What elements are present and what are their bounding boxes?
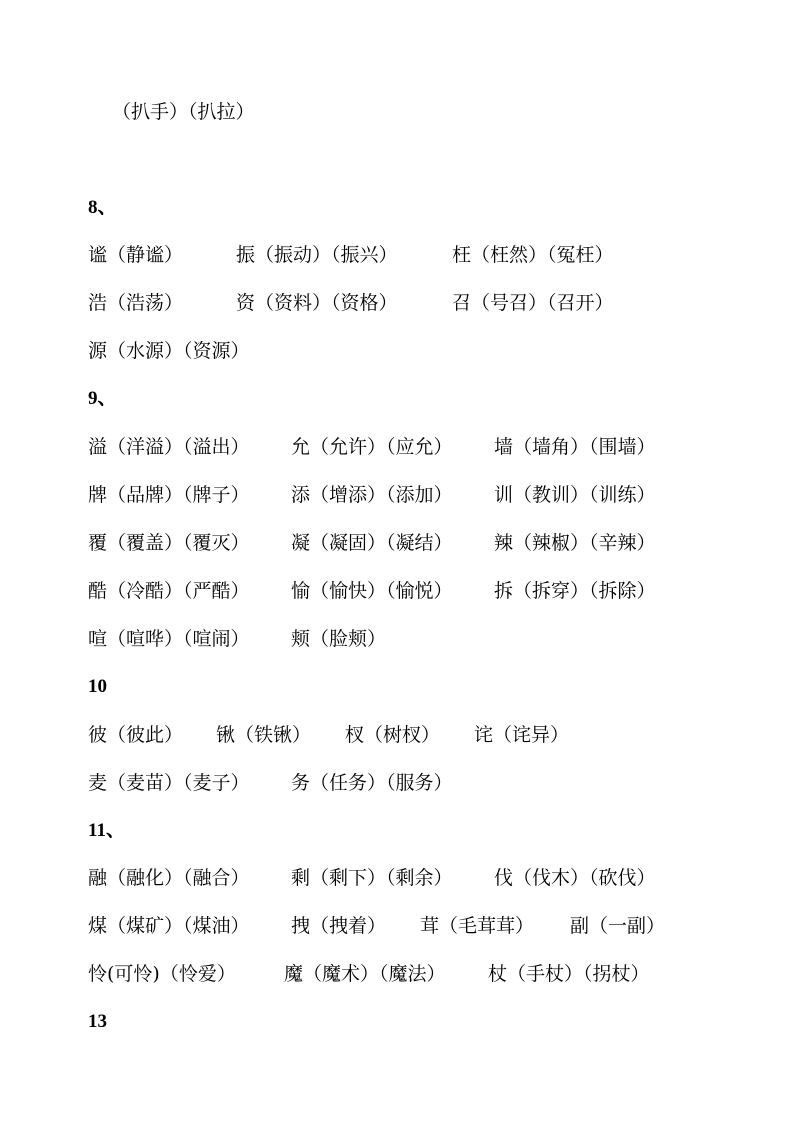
- word-entry: 训（教训）（训练）: [494, 484, 656, 506]
- section-heading: 9、: [88, 388, 117, 409]
- word-entry: 融（融化）（融合）: [88, 867, 250, 889]
- word-entry: 副（一副）: [570, 915, 666, 937]
- word-entry: 务（任务）（服务）: [291, 772, 453, 794]
- word-entry: 覆（覆盖）（覆灭）: [88, 532, 250, 554]
- word-entry: 怜(可怜)（怜爱）: [88, 963, 236, 985]
- word-entry: 拆（拆穿）（拆除）: [494, 580, 656, 602]
- word-entry: 杈（树杈）: [345, 724, 441, 746]
- section-heading: 10: [88, 676, 107, 697]
- word-entry: 麦（麦苗）（麦子）: [88, 772, 250, 794]
- word-entry: 魔（魔术）（魔法）: [284, 963, 446, 985]
- word-entry: 添（增添）（添加）: [291, 484, 453, 506]
- word-entry: 源（水源）（资源）: [88, 340, 250, 362]
- word-entry: 凝（凝固）（凝结）: [291, 532, 453, 554]
- word-entry: 拽（拽着）: [291, 915, 387, 937]
- word-entry: 辣（辣椒）（辛辣）: [494, 532, 656, 554]
- word-entry: 溢（洋溢）（溢出）: [88, 436, 250, 458]
- word-entry: 资（资料）（资格）: [236, 292, 398, 314]
- word-entry: 墙（墙角）（围墙）: [494, 436, 656, 458]
- word-entry: 允（允许）（应允）: [291, 436, 453, 458]
- word-entry: 锹（铁锹）: [216, 724, 312, 746]
- word-entry: 谧（静谧）: [88, 244, 184, 266]
- word-entry: 杖（手杖）（拐杖）: [488, 963, 650, 985]
- section-heading: 11、: [88, 820, 125, 841]
- word-entry: 酷（冷酷）（严酷）: [88, 580, 250, 602]
- word-entry: 伐（伐木）（砍伐）: [494, 867, 656, 889]
- word-entry: 牌（品牌）（牌子）: [88, 484, 250, 506]
- word-entry: 剩（剩下）（剩余）: [291, 867, 453, 889]
- word-entry: 彼（彼此）: [88, 724, 184, 746]
- word-entry: 煤（煤矿）（煤油）: [88, 915, 250, 937]
- word-entry: 枉（枉然）（冤枉）: [452, 244, 614, 266]
- section-heading: 13: [88, 1011, 107, 1032]
- word-entry: 喧（喧哗）（喧闹）: [88, 628, 250, 650]
- word-entry: 茸（毛茸茸）: [420, 915, 535, 937]
- word-entry: 诧（诧异）: [474, 724, 570, 746]
- word-entry: （扒手）（扒拉）: [112, 101, 255, 123]
- section-heading: 8、: [88, 197, 117, 218]
- word-entry: 愉（愉快）（愉悦）: [291, 580, 453, 602]
- word-entry: 召（号召）（召开）: [452, 292, 614, 314]
- word-entry: 浩（浩荡）: [88, 292, 184, 314]
- word-entry: 颊（脸颊）: [291, 628, 387, 650]
- word-entry: 振（振动）（振兴）: [236, 244, 398, 266]
